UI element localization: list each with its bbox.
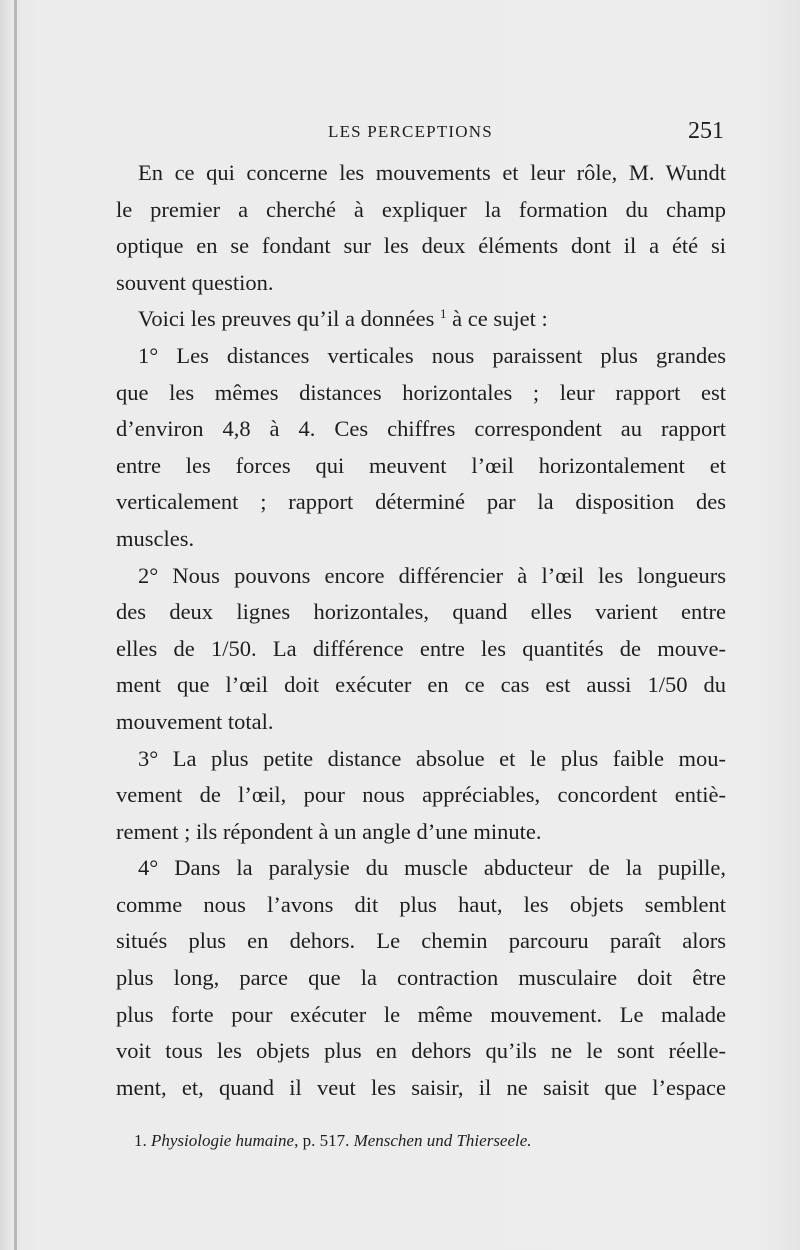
text-line: ment, et, quand il veut les saisir, il ne saisit que l’espace [116, 1074, 726, 1100]
text-line: ment que l’œil doit exécuter en ce cas est aussi 1/50 du [116, 672, 726, 698]
text-line: 1° Les distances verticales nous paraissent plus grandes [138, 342, 726, 368]
footnote-reference: 1 [440, 306, 447, 322]
footnote-number: 1. [134, 1131, 147, 1150]
text-line: plus forte pour exécuter le même mouvement. Le malade [116, 1001, 726, 1027]
page-number: 251 [688, 118, 724, 144]
text-line: muscles. [116, 525, 195, 551]
text-line: elles de 1/50. La différence entre les quantités de mouve- [116, 635, 726, 661]
footnote-title-2: Menschen und Thierseele. [353, 1131, 532, 1150]
text-line: 2° Nous pouvons encore différencier à l’œil les longueurs [138, 562, 726, 588]
text-line [116, 301, 726, 338]
text-line: rement ; ils répondent à un angle d’une minute. [116, 818, 542, 844]
text-line: verticalement ; rapport déterminé par la disposition des [116, 489, 726, 515]
text-line: mouvement total. [116, 708, 274, 734]
text-line: voit tous les objets plus en dehors qu’ils ne le sont réelle- [116, 1038, 726, 1064]
text-line: entre les forces qui meuvent l’œil horizontalement et [116, 452, 726, 478]
footnote-title-1: Physiologie humaine [151, 1131, 295, 1150]
text-segment: à ce sujet : [452, 306, 548, 332]
text-line: d’environ 4,8 à 4. Ces chiffres correspondent au rapport [116, 416, 726, 442]
text-line: que les mêmes distances horizontales ; leur rapport est [116, 379, 726, 405]
footnote [134, 1131, 532, 1151]
text-line: des deux lignes horizontales, quand elles varient entre [116, 599, 726, 625]
footnote-middle: , p. 517. [294, 1131, 354, 1150]
text-line: plus long, parce que la contraction musculaire doit être [116, 965, 726, 991]
text-line: souvent question. [116, 269, 274, 295]
running-title: LES PERCEPTIONS [328, 122, 493, 141]
page-spine-edge [14, 0, 17, 1250]
page-header [118, 118, 724, 152]
text-line: vement de l’œil, pour nous appréciables, concordent entiè- [116, 782, 726, 808]
text-line: 4° Dans la paralysie du muscle abducteur de la pupille, [138, 855, 726, 881]
text-line: optique en se fondant sur les deux éléments dont il a été si [116, 233, 726, 259]
text-line: En ce qui concerne les mouvements et leur rôle, M. Wundt [138, 160, 726, 185]
text-segment: Voici les preuves qu’il a données [138, 306, 435, 332]
text-line: situés plus en dehors. Le chemin parcouru paraît alors [116, 928, 726, 954]
body-text [116, 155, 726, 1106]
text-line: 3° La plus petite distance absolue et le plus faible mou- [138, 745, 726, 771]
text-line: comme nous l’avons dit plus haut, les objets semblent [116, 891, 726, 917]
text-line: le premier a cherché à expliquer la formation du champ [116, 196, 726, 222]
